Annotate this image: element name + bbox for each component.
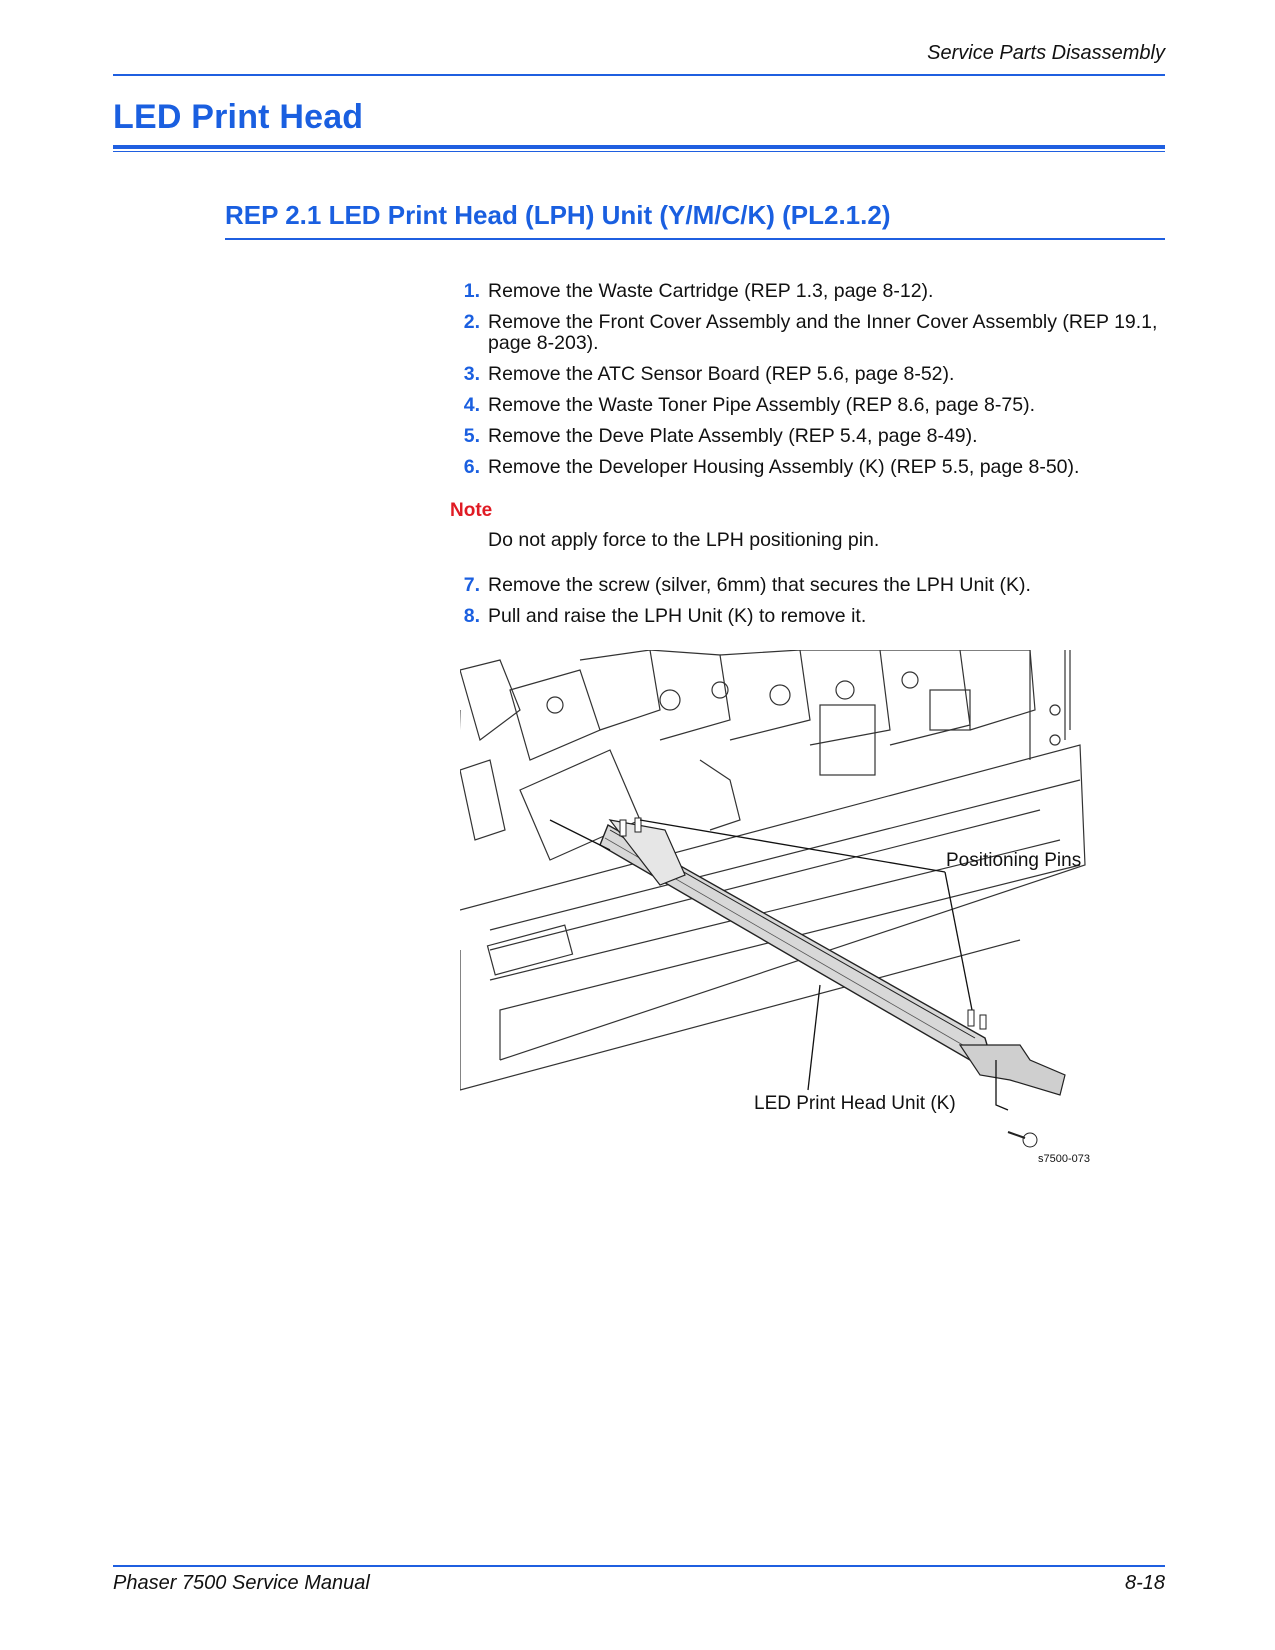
running-header: Service Parts Disassembly [927,42,1165,64]
chapter-title: LED Print Head [113,98,364,136]
step-text: Remove the Developer Housing Assembly (K) (REP 5.5, page 8-50). [488,456,1080,478]
step-text: Remove the ATC Sensor Board (REP 5.6, page 8-52). [488,363,955,385]
step-text: Remove the Deve Plate Assembly (REP 5.4, page 8-49). [488,425,978,447]
step-item [450,457,1165,478]
chapter-rule-thin [113,151,1165,152]
section-title: REP 2.1 LED Print Head (LPH) Unit (Y/M/C/K) (PL2.1.2) [225,200,891,230]
step-number: 8. [463,605,480,627]
note-text: Do not apply force to the LPH positioning pin. [488,529,880,551]
callout-leaders [550,820,1008,1110]
step-item [450,364,1165,385]
step-number: 1. [463,280,480,302]
note-label: Note [450,500,493,521]
step-number: 4. [463,394,480,416]
callout-positioning-pins: Positioning Pins [946,850,1082,871]
step-number: 6. [463,456,480,478]
callout-lph-unit: LED Print Head Unit (K) [754,1093,956,1114]
step-item [450,312,1165,354]
step-item [450,281,1165,302]
section-rule [225,238,1165,240]
step-item [450,395,1165,416]
step-number: 7. [463,574,480,596]
procedure-steps-2 [450,575,1165,637]
step-item [450,606,1165,627]
header-rule [113,74,1165,76]
step-text: Remove the Waste Toner Pipe Assembly (REP 8.6, page 8-75). [488,394,1035,416]
step-text: Remove the Waste Cartridge (REP 1.3, page 8-12). [488,280,934,302]
step-number: 3. [463,363,480,385]
footer-rule [113,1565,1165,1567]
step-item [450,575,1165,596]
step-text: Pull and raise the LPH Unit (K) to remove it. [488,605,867,627]
chapter-rule [113,145,1165,149]
step-number: 2. [463,311,480,333]
footer-manual-title: Phaser 7500 Service Manual [113,1572,370,1594]
figure-id: s7500-073 [1038,1153,1090,1165]
procedure-steps-1 [450,281,1165,488]
step-text: Remove the screw (silver, 6mm) that secures the LPH Unit (K). [488,574,1031,596]
step-number: 5. [463,425,480,447]
illustration-svg [460,650,1160,1230]
lph-removal-illustration [460,650,1160,1230]
step-item [450,426,1165,447]
footer-page-number: 8-18 [1124,1572,1165,1594]
step-text: Remove the Front Cover Assembly and the Inner Cover Assembly (REP 19.1, page 8-203). [488,311,1158,354]
